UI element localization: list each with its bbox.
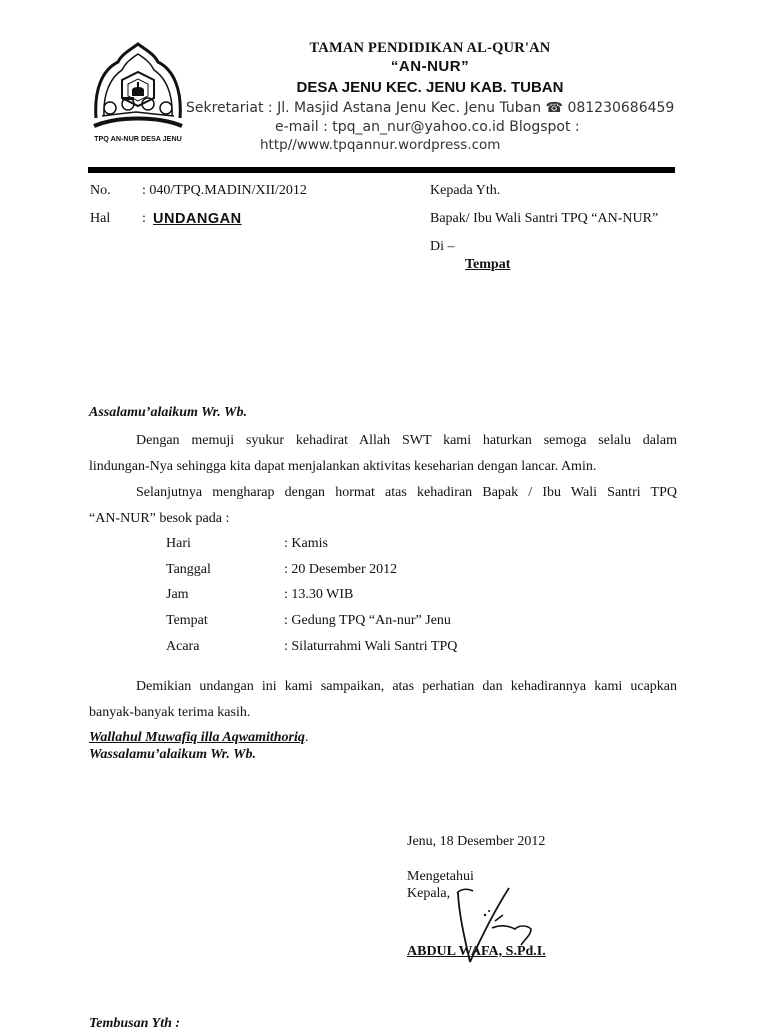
- salutation-farewell: Wassalamu’alaikum Wr. Wb.: [89, 747, 257, 762]
- detail-value-event: : Silaturrahmi Wali Santri TPQ: [284, 639, 458, 654]
- paragraph-request-line2: “AN-NUR” besok pada :: [89, 511, 230, 526]
- detail-value-venue: : Gedung TPQ “An-nur” Jenu: [284, 613, 451, 628]
- place-date: Jenu, 18 Desember 2012: [407, 834, 546, 849]
- institution-name: “AN-NUR”: [390, 58, 470, 75]
- detail-label-day: Hari: [166, 536, 191, 551]
- header-divider: [88, 167, 675, 173]
- signer-title: Kepala,: [407, 886, 451, 901]
- subject-label: Hal: [90, 211, 111, 226]
- subject-colon: :: [142, 211, 146, 226]
- blog-link[interactable]: http//www.tpqannur.wordpress.com: [260, 137, 501, 153]
- school-emblem-icon: [88, 40, 188, 144]
- number-value: : 040/TPQ.MADIN/XII/2012: [142, 183, 307, 198]
- recipient-name: Bapak/ Ibu Wali Santri TPQ “AN-NUR”: [430, 211, 659, 226]
- paragraph-closing-line1: Demikian undangan ini kami sampaikan, atas perhatian dan kehadirannya kami ucapkan: [136, 679, 677, 694]
- svg-text:TPQ AN-NUR DESA JENU: TPQ AN-NUR DESA JENU: [94, 134, 182, 143]
- paragraph-opening-line2: lindungan-Nya sehingga kita dapat menjalankan aktivitas keseharian dengan lancar. Amin.: [89, 459, 597, 474]
- detail-label-venue: Tempat: [166, 613, 208, 628]
- recipient-greeting: Kepada Yth.: [430, 183, 501, 198]
- number-label: No.: [90, 183, 111, 198]
- paragraph-closing-line2: banyak-banyak terima kasih.: [89, 705, 251, 720]
- detail-label-event: Acara: [166, 639, 200, 654]
- paragraph-closing: [89, 674, 677, 726]
- detail-value-date: : 20 Desember 2012: [284, 562, 398, 577]
- salutation-prayer-dot: .: [304, 730, 309, 745]
- salutation-closing: [89, 730, 308, 746]
- subject-value: UNDANGAN: [153, 211, 242, 227]
- paragraph-opening-line1: Dengan memuji syukur kehadirat Allah SWT kami haturkan semoga selalu dalam: [136, 433, 677, 448]
- carbon-copy-label: Tembusan Yth :: [89, 1016, 181, 1031]
- detail-label-date: Tanggal: [166, 562, 211, 577]
- institution-title: TAMAN PENDIDIKAN AL-QUR'AN: [309, 40, 551, 56]
- recipient-di: Di –: [430, 239, 455, 254]
- school-emblem-logo: [88, 40, 188, 144]
- signer-name: ABDUL WAFA, S.Pd.I.: [407, 944, 546, 959]
- paragraph-opening: [89, 428, 677, 532]
- recipient-place: Tempat: [465, 257, 511, 272]
- detail-value-time: : 13.30 WIB: [284, 587, 354, 602]
- greeting: Assalamu’alaikum Wr. Wb.: [89, 405, 247, 420]
- address-line: Sekretariat : Jl. Masjid Astana Jenu Kec. Jenu Tuban ☎ 081230686459: [186, 100, 675, 116]
- acknowledged-label: Mengetahui: [407, 869, 474, 884]
- detail-value-day: : Kamis: [284, 536, 328, 551]
- paragraph-request-line1: Selanjutnya mengharap dengan hormat atas kehadiran Bapak / Ibu Wali Santri TPQ: [136, 485, 677, 500]
- email-line: e-mail : tpq_an_nur@yahoo.co.id Blogspot :: [275, 119, 580, 135]
- salutation-prayer: Wallahul Muwafiq illa Aqwamithoriq: [89, 730, 305, 745]
- institution-location: DESA JENU KEC. JENU KAB. TUBAN: [296, 79, 564, 96]
- detail-label-time: Jam: [166, 587, 189, 602]
